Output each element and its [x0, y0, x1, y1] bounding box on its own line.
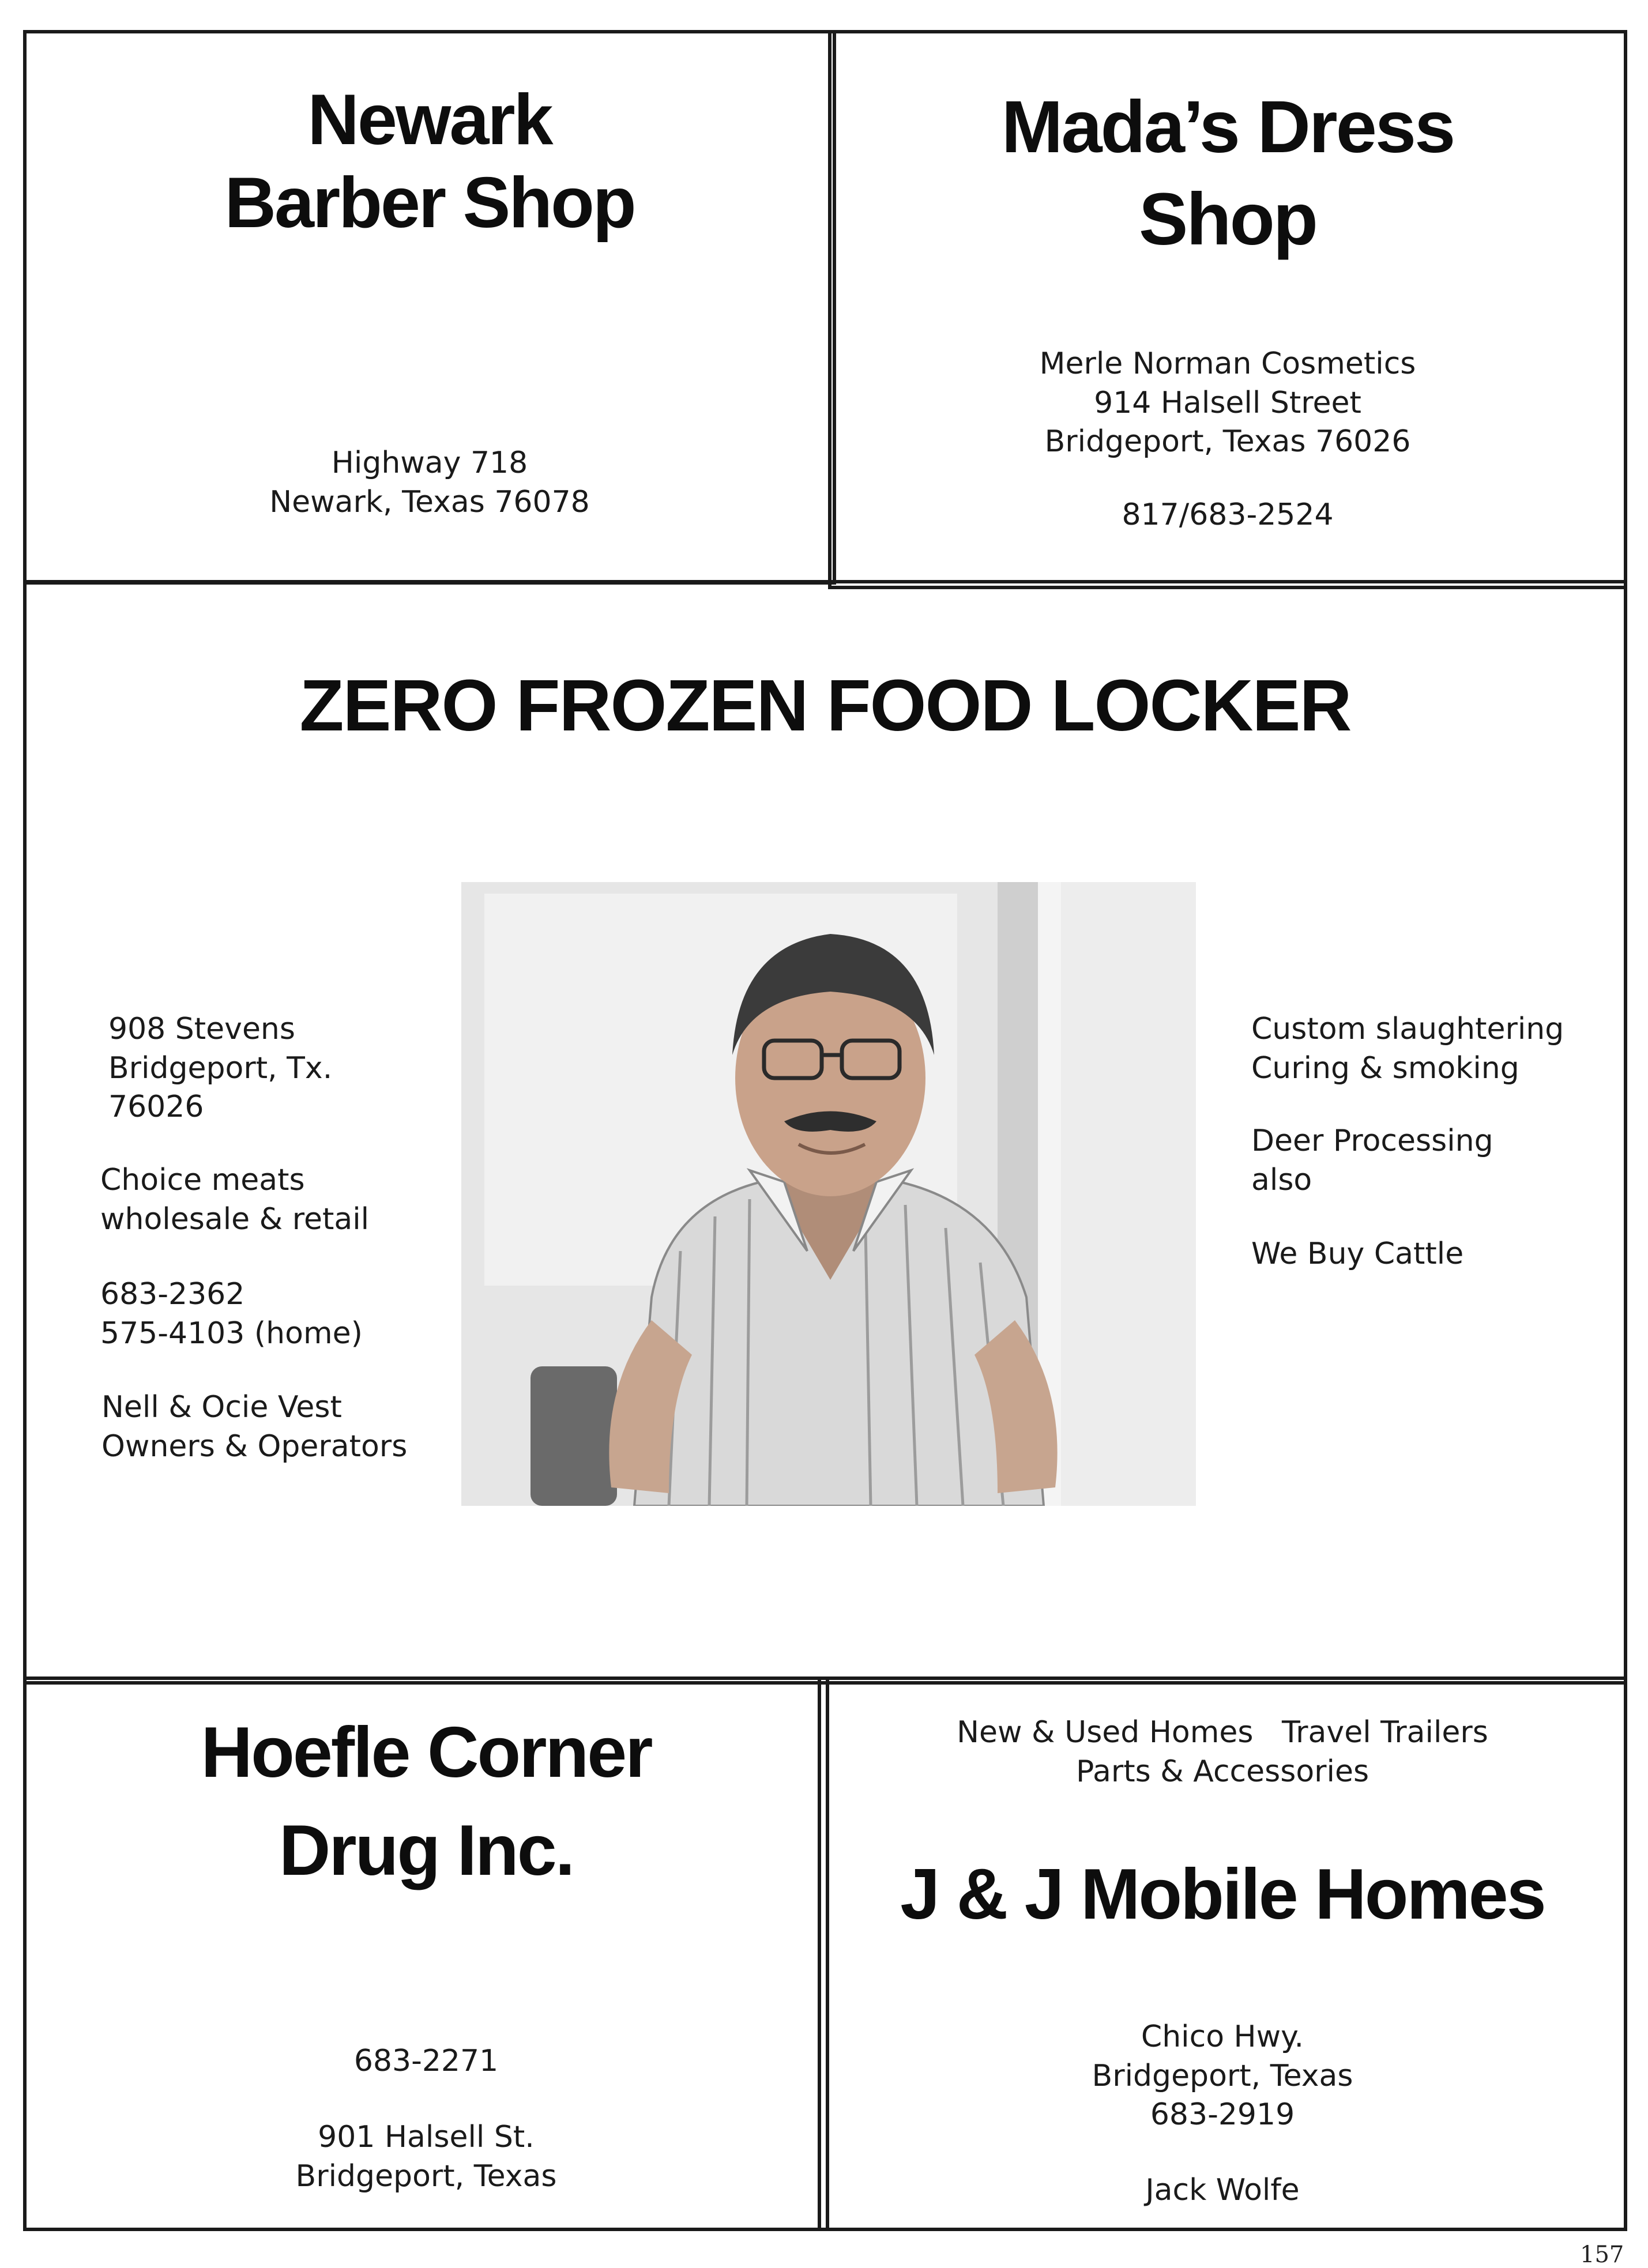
owner-portrait-illustration [461, 882, 1196, 1506]
hoefle-name-line2: Drug Inc. [279, 1811, 574, 1890]
ad-hoefle-corner-drug [23, 1676, 829, 2231]
jj-tagline: New & Used Homes Travel Trailers Parts & Accessories [957, 1715, 1488, 1789]
jj-address: Chico Hwy. Bridgeport, Texas 683-2919 [1092, 2020, 1353, 2133]
zero-name: ZERO FROZEN FOOD LOCKER [299, 665, 1351, 746]
page-number: 157 [1580, 2241, 1624, 2268]
zero-services: Custom slaughtering Curing & smoking [1251, 1012, 1564, 1086]
ad-madas-dress-shop [828, 30, 1627, 589]
newark-name-line2: Barber Shop [224, 163, 635, 243]
madas-name-line1: Mada’s Dress [1001, 86, 1454, 168]
jj-contact: Jack Wolfe [1145, 2173, 1300, 2207]
hoefle-address: 901 Halsell St. Bridgeport, Texas [295, 2120, 557, 2194]
hoefle-name-line1: Hoefle Corner [201, 1713, 652, 1792]
ad-newark-barber-shop [23, 30, 836, 585]
zero-phones: 683-2362 575-4103 (home) [100, 1277, 363, 1351]
zero-address: 908 Stevens Bridgeport, Tx. 76026 [108, 1012, 333, 1125]
hoefle-phone: 683-2271 [353, 2044, 499, 2078]
madas-name-line2: Shop [1139, 178, 1316, 261]
owner-photo [461, 882, 1196, 1506]
newark-name-line1: Newark [307, 80, 552, 160]
newark-address: Highway 718 Newark, Texas 76078 [269, 446, 590, 519]
zero-meats: Choice meats wholesale & retail [100, 1163, 370, 1237]
zero-deer: Deer Processing also [1251, 1124, 1493, 1197]
madas-phone: 817/683-2524 [1122, 498, 1334, 532]
madas-address: Merle Norman Cosmetics 914 Halsell Street Bridgeport, Texas 76026 [1039, 346, 1416, 459]
zero-cattle: We Buy Cattle [1251, 1237, 1464, 1271]
jj-name: J & J Mobile Homes [900, 1855, 1545, 1934]
ad-jj-mobile-homes [818, 1676, 1627, 2231]
zero-owners: Nell & Ocie Vest Owners & Operators [101, 1390, 408, 1464]
